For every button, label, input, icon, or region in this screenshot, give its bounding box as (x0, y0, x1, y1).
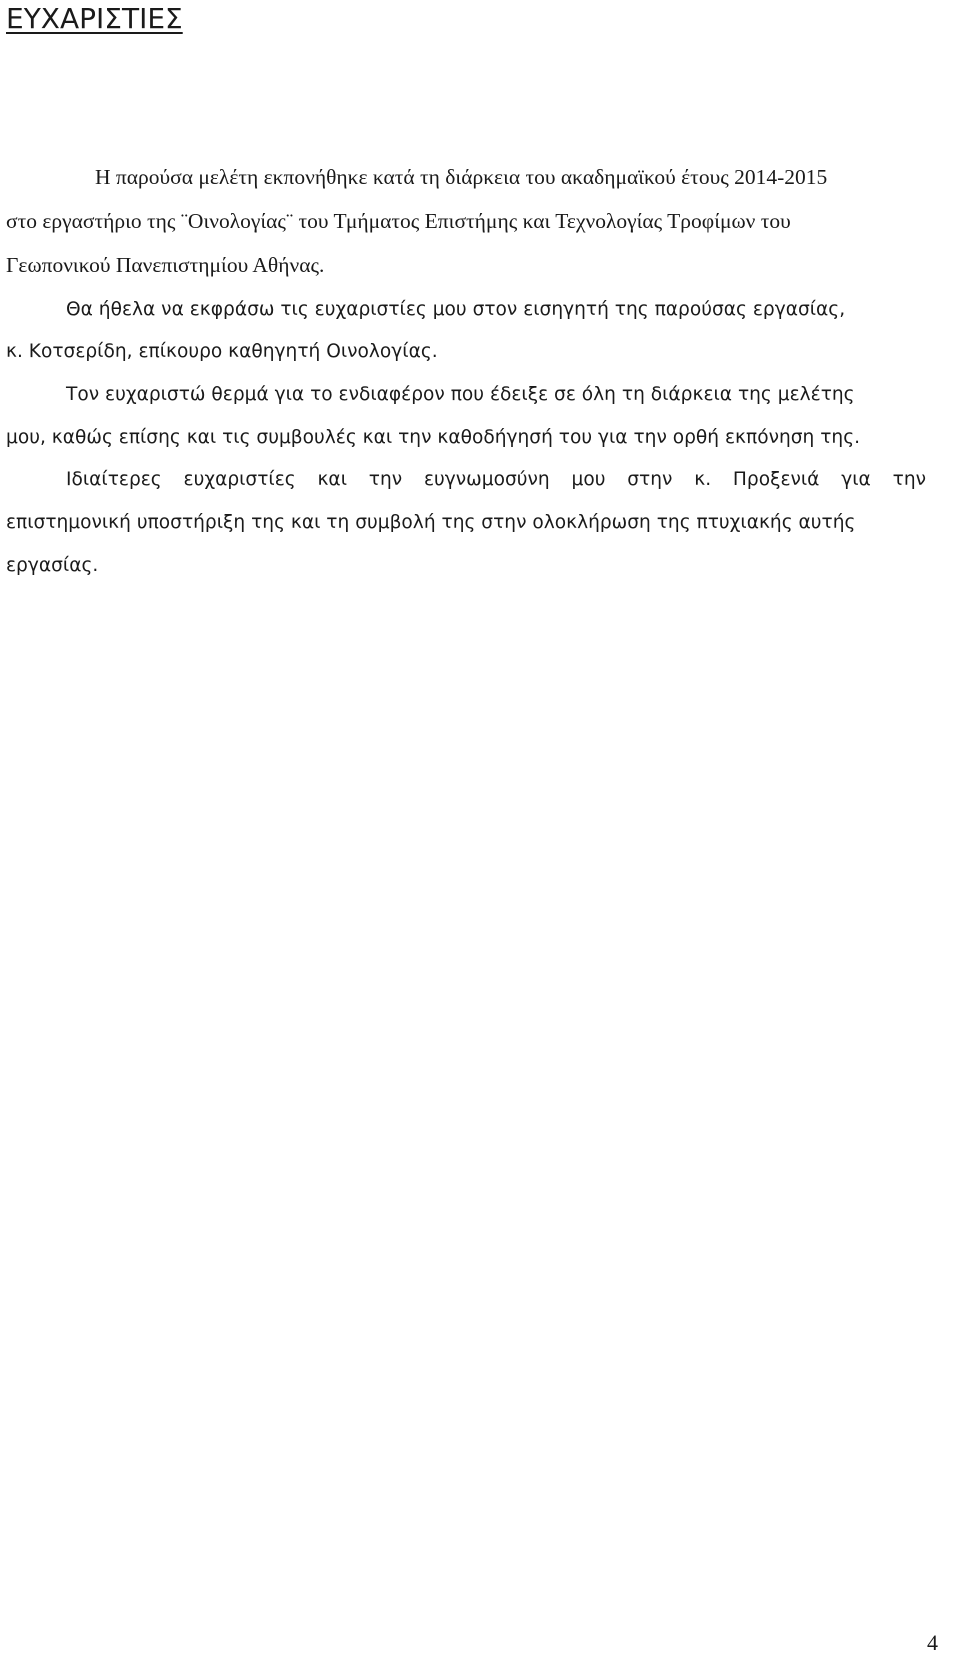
paragraph-1-line-1: Η παρούσα μελέτη εκπονήθηκε κατά τη διάρκεια του ακαδημαϊκού έτους 2014-2015 (95, 165, 828, 189)
paragraph-1-line-3: Γεωπονικού Πανεπιστημίου Αθήνας. (6, 253, 325, 277)
page-number: 4 (927, 1630, 938, 1655)
paragraph-4-line-1: Ιδιαίτερες ευχαριστίες και την ευγνωμοσύνη μου στην κ. Προξενιά για την (66, 469, 926, 490)
paragraph-4-line-3: εργασίας. (6, 555, 99, 576)
paragraph-3-line-2: μου, καθώς επίσης και τις συμβουλές και την καθοδήγησή του για την ορθή εκπόνηση της. (6, 427, 861, 448)
paragraph-4-line-2: επιστημονική υποστήριξη της και τη συμβολή της στην ολοκλήρωση της πτυχιακής αυτής (6, 512, 856, 533)
paragraph-3-line-1: Τον ευχαριστώ θερμά για το ενδιαφέρον που έδειξε σε όλη τη διάρκεια της μελέτης (66, 384, 855, 405)
paragraph-2-line-2: κ. Κοτσερίδη, επίκουρο καθηγητή Οινολογίας. (6, 341, 438, 362)
page-title: ΕΥΧΑΡΙΣΤΙΕΣ (6, 2, 183, 35)
paragraph-2-line-1: Θα ήθελα να εκφράσω τις ευχαριστίες μου στον εισηγητή της παρούσας εργασίας, (66, 299, 846, 320)
paragraph-1-line-2: στο εργαστήριο της ¨Οινολογίας¨ του Τμήματος Επιστήμης και Τεχνολογίας Τροφίμων του (6, 209, 791, 233)
